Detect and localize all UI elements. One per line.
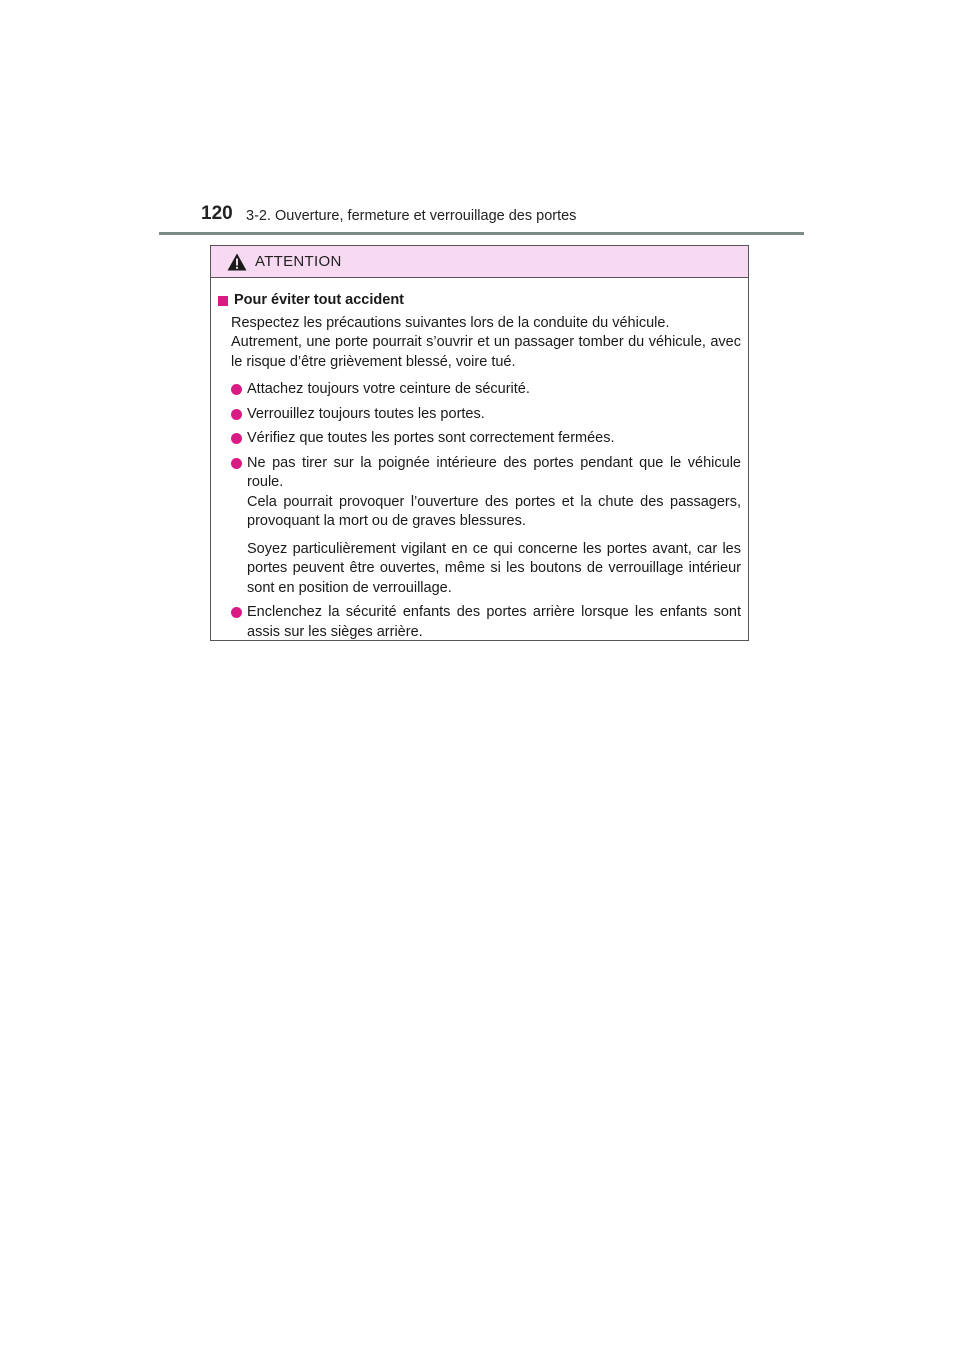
square-bullet-icon [218, 296, 228, 306]
list-item [217, 603, 741, 642]
list-item-text-2: Cela pourrait provoquer l’ouverture des portes et la chute des passagers, provoquant la mort ou de graves blessures. [247, 493, 741, 529]
circle-bullet-icon [231, 433, 242, 444]
page-header [0, 0, 960, 240]
list-item-text: Enclenchez la sécurité enfants des portes arrière lorsque les enfants sont assis sur les sièges arrière. [247, 604, 741, 640]
list-item-text: Attachez toujours votre ceinture de sécurité. [247, 381, 530, 397]
circle-bullet-icon [231, 384, 242, 395]
chapter-title: 3-2. Ouverture, fermeture et verrouillage des portes [246, 208, 577, 224]
list-item-text: Ne pas tirer sur la poignée intérieure des portes pendant que le véhicule roule. [247, 454, 741, 490]
intro-paragraph-1: Respectez les précautions suivantes lors de la conduite du véhicule. [231, 314, 670, 331]
page-number: 120 [201, 203, 233, 224]
list-item [217, 454, 741, 599]
caution-box [210, 245, 749, 641]
caution-title: ATTENTION [255, 253, 342, 270]
section-title: Pour éviter tout accident [234, 292, 405, 308]
warning-triangle-icon [227, 253, 247, 271]
header-divider [159, 232, 804, 235]
circle-bullet-icon [231, 607, 242, 618]
list-item [217, 405, 741, 425]
list-item [217, 380, 741, 400]
caution-header [211, 246, 748, 278]
section-heading [217, 291, 741, 311]
circle-bullet-icon [231, 409, 242, 420]
list-item-text: Vérifiez que toutes les portes sont correctement fermées. [247, 430, 615, 446]
list-item [217, 429, 741, 449]
list-item-text-3: Soyez particulièrement vigilant en ce qui concerne les portes avant, car les portes peuvent être ouvertes, même si les boutons de verrouillage intérieur sont en position de verrouillage. [247, 540, 741, 596]
circle-bullet-icon [231, 458, 242, 469]
intro-paragraph-2: Autrement, une porte pourrait s’ouvrir et un passager tomber du véhicule, avec le risque d’être grièvement blessé, voire tué. [231, 334, 741, 370]
list-item-text: Verrouillez toujours toutes les portes. [247, 405, 485, 422]
caution-body [211, 278, 748, 642]
